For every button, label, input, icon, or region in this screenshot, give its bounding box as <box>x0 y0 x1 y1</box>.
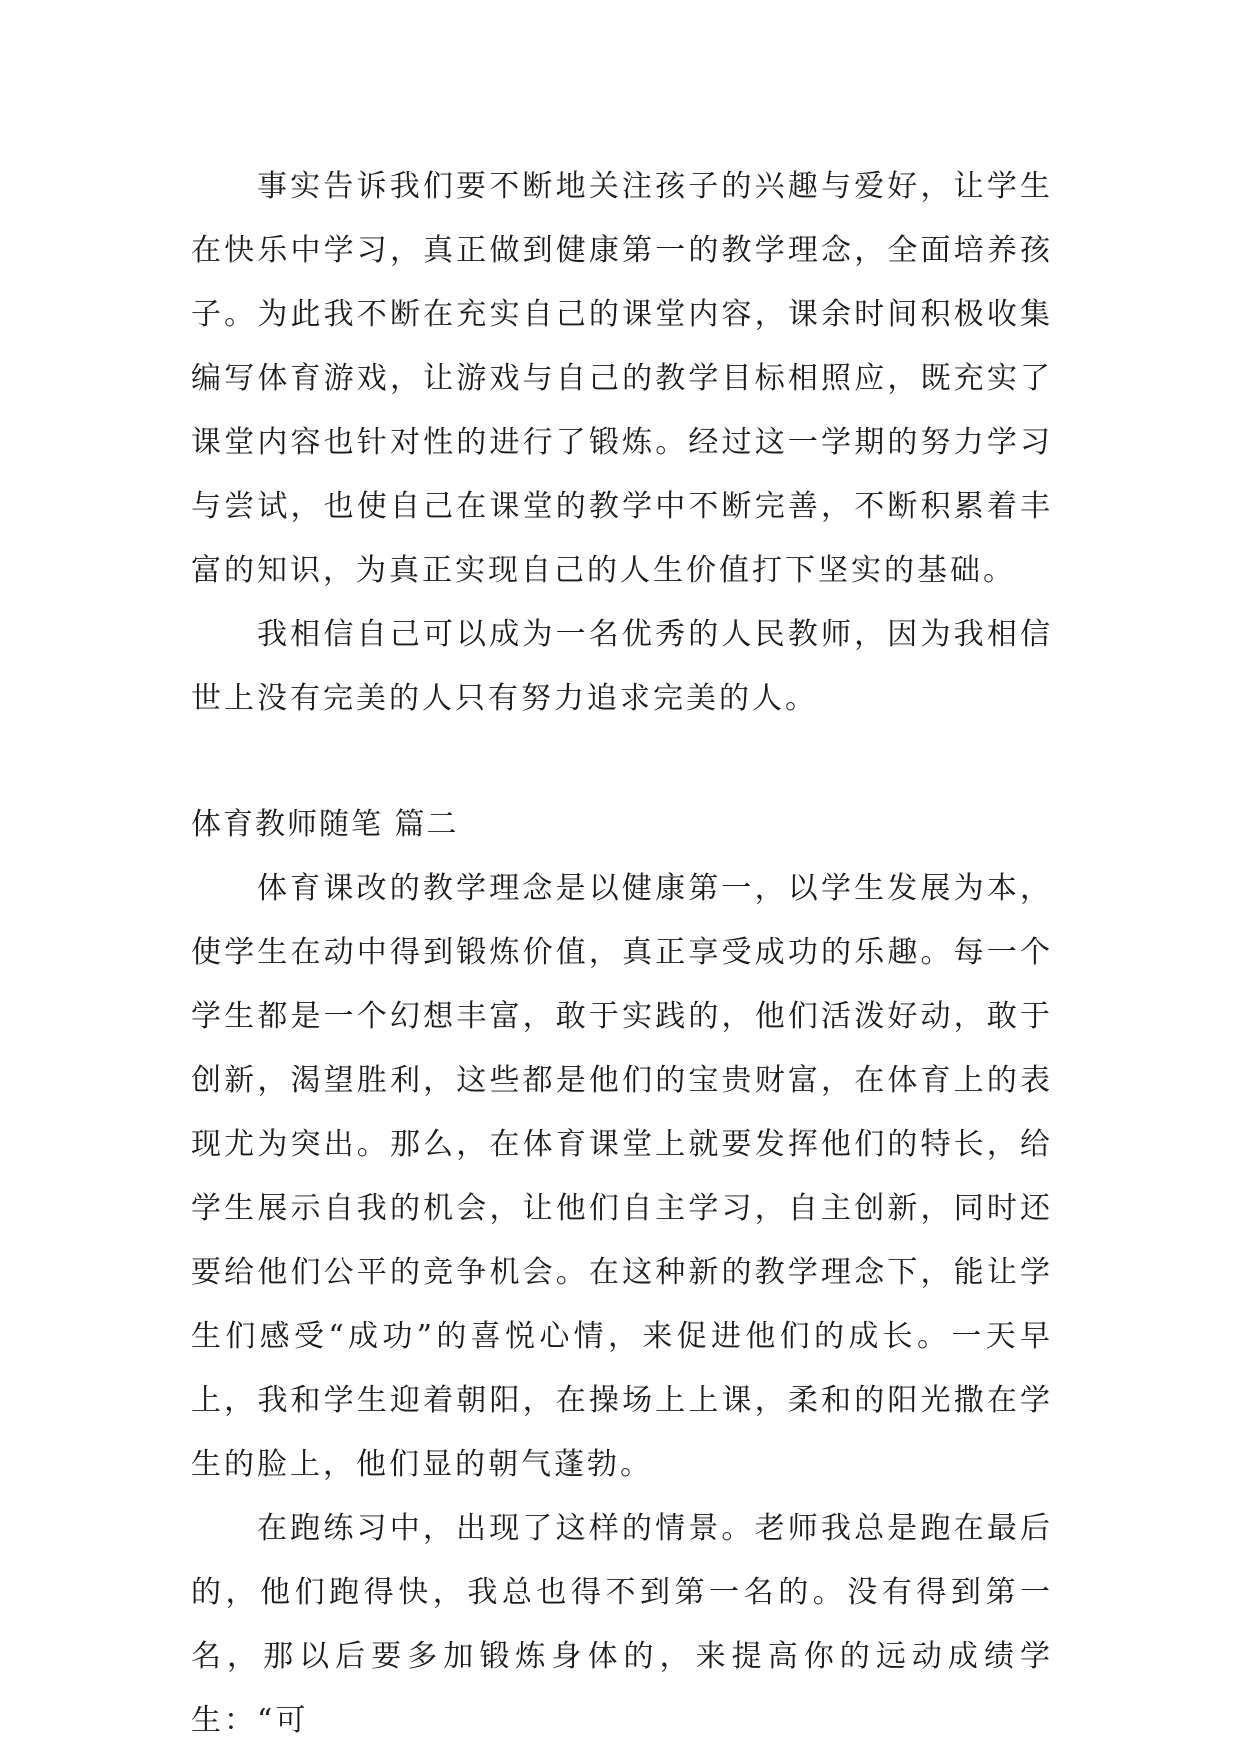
paragraph: 体育课改的教学理念是以健康第一，以学生发展为本，使学生在动中得到锻炼价值，真正享受成功的乐趣。每一个学生都是一个幻想丰富，敢于实践的，他们活泼好动，敢于创新，渴望胜利，这些都是他们的宝贵财富，在体育上的表现尤为突出。那么，在体育课堂上就要发挥他们的特长，给学生展示自我的机会，让他们自主学习，自主创新，同时还要给他们公平的竞争机会。在这种新的教学理念下，能让学生们感受“成功”的喜悦心情，来促进他们的成长。一天早上，我和学生迎着朝阳，在操场上上课，柔和的阳光撒在学生的脸上，他们显的朝气蓬勃。 <box>191 871 1053 1482</box>
document-page <box>191 155 1053 1753</box>
section-spacer <box>191 731 1053 793</box>
paragraph: 在跑练习中，出现了这样的情景。老师我总是跑在最后的，他们跑得快，我总也得不到第一名的。没有得到第一名，那以后要多加锻炼身体的，来提高你的远动成绩学生：“可 <box>191 1511 1053 1738</box>
paragraph: 事实告诉我们要不断地关注孩子的兴趣与爱好，让学生在快乐中学习，真正做到健康第一的教学理念，全面培养孩子。为此我不断在充实自己的课堂内容，课余时间积极收集编写体育游戏，让游戏与自己的教学目标相照应，既充实了课堂内容也针对性的进行了锻炼。经过这一学期的努力学习与尝试，也使自己在课堂的教学中不断完善，不断积累着丰富的知识，为真正实现自己的人生价值打下坚实的基础。 <box>191 169 1053 588</box>
section-heading: 体育教师随笔 篇二 <box>191 807 459 842</box>
paragraph: 我相信自己可以成为一名优秀的人民教师，因为我相信世上没有完美的人只有努力追求完美的人。 <box>191 617 1053 716</box>
